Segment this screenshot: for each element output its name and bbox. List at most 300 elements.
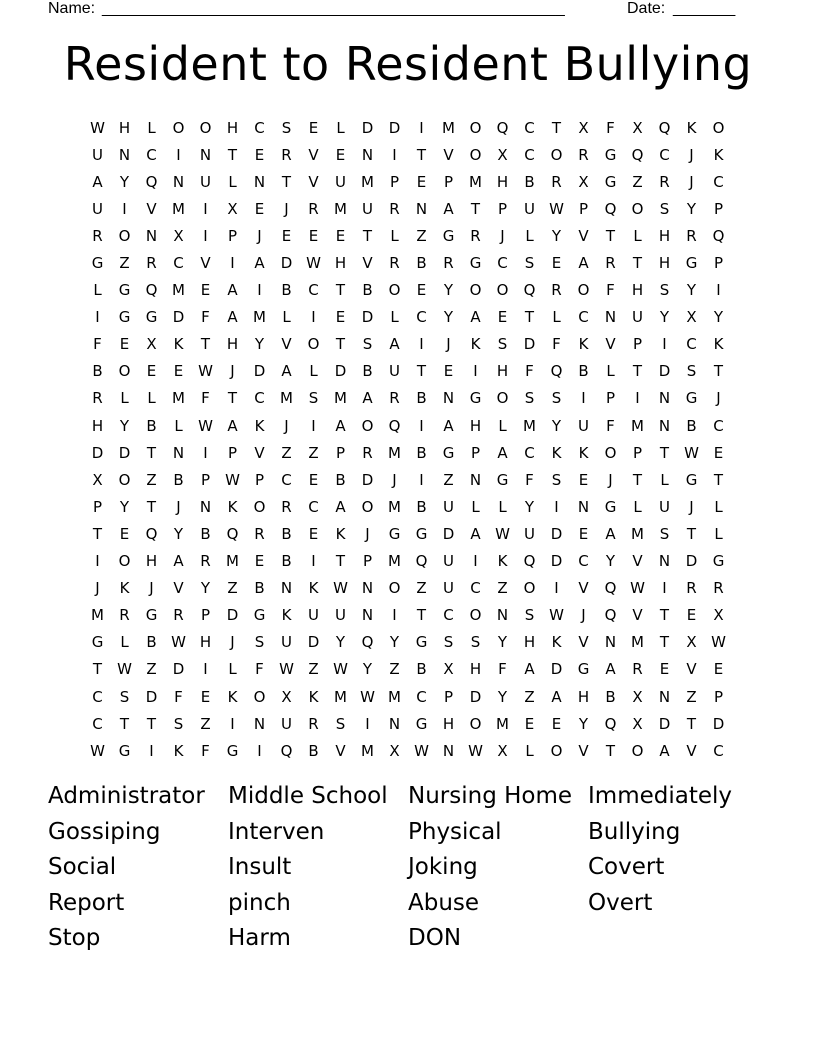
grid-letter[interactable]: G: [577, 660, 590, 679]
grid-letter[interactable]: O: [631, 741, 644, 760]
grid-letter[interactable]: M: [631, 416, 644, 435]
grid-letter[interactable]: W: [333, 660, 348, 679]
grid-letter[interactable]: K: [686, 118, 697, 137]
grid-letter[interactable]: U: [362, 199, 373, 218]
grid-letter[interactable]: R: [173, 606, 184, 625]
grid-letter[interactable]: L: [552, 308, 561, 327]
grid-letter[interactable]: T: [713, 470, 724, 489]
grid-letter[interactable]: T: [686, 524, 697, 543]
grid-letter[interactable]: T: [119, 714, 130, 733]
grid-letter[interactable]: E: [281, 226, 292, 245]
grid-letter[interactable]: Z: [497, 579, 508, 598]
grid-letter[interactable]: Q: [604, 606, 617, 625]
grid-letter[interactable]: N: [280, 579, 293, 598]
grid-letter[interactable]: R: [254, 524, 265, 543]
grid-letter[interactable]: E: [335, 308, 346, 327]
grid-letter[interactable]: P: [200, 470, 211, 489]
grid-letter[interactable]: T: [416, 362, 427, 381]
grid-letter[interactable]: U: [389, 362, 400, 381]
grid-letter[interactable]: Z: [632, 172, 643, 191]
grid-letter[interactable]: A: [335, 416, 346, 435]
grid-letter[interactable]: H: [469, 416, 482, 435]
grid-letter[interactable]: W: [90, 741, 105, 760]
grid-letter[interactable]: G: [685, 470, 698, 489]
grid-letter[interactable]: D: [91, 443, 104, 462]
grid-letter[interactable]: D: [118, 443, 131, 462]
grid-letter[interactable]: O: [253, 497, 266, 516]
grid-letter[interactable]: D: [361, 308, 374, 327]
grid-letter[interactable]: O: [631, 199, 644, 218]
grid-letter[interactable]: O: [118, 362, 131, 381]
grid-letter[interactable]: B: [146, 633, 157, 652]
grid-letter[interactable]: X: [713, 606, 724, 625]
grid-letter[interactable]: O: [118, 226, 131, 245]
grid-letter[interactable]: K: [713, 335, 724, 354]
grid-letter[interactable]: X: [686, 633, 697, 652]
grid-letter[interactable]: K: [551, 443, 562, 462]
grid-letter[interactable]: T: [92, 524, 103, 543]
grid-letter[interactable]: Y: [389, 633, 400, 652]
grid-letter[interactable]: M: [226, 552, 239, 571]
grid-letter[interactable]: G: [118, 308, 131, 327]
grid-letter[interactable]: C: [443, 606, 454, 625]
grid-letter[interactable]: V: [578, 579, 589, 598]
grid-letter[interactable]: A: [227, 416, 238, 435]
grid-letter[interactable]: T: [227, 389, 238, 408]
grid-letter[interactable]: L: [336, 118, 345, 137]
grid-letter[interactable]: S: [308, 389, 319, 408]
grid-letter[interactable]: R: [92, 389, 103, 408]
grid-letter[interactable]: H: [496, 362, 509, 381]
grid-letter[interactable]: G: [118, 741, 131, 760]
grid-letter[interactable]: D: [280, 254, 293, 273]
grid-letter[interactable]: I: [203, 199, 208, 218]
grid-letter[interactable]: Z: [686, 687, 697, 706]
grid-letter[interactable]: N: [658, 389, 671, 408]
grid-letter[interactable]: C: [659, 145, 670, 164]
grid-letter[interactable]: O: [550, 145, 563, 164]
grid-letter[interactable]: C: [308, 281, 319, 300]
grid-letter[interactable]: P: [713, 199, 724, 218]
grid-letter[interactable]: E: [200, 687, 211, 706]
grid-letter[interactable]: V: [686, 660, 697, 679]
grid-letter[interactable]: G: [145, 606, 158, 625]
grid-letter[interactable]: O: [496, 281, 509, 300]
grid-letter[interactable]: H: [226, 335, 239, 354]
grid-letter[interactable]: T: [416, 145, 427, 164]
grid-letter[interactable]: P: [632, 443, 643, 462]
grid-letter[interactable]: C: [254, 118, 265, 137]
grid-letter[interactable]: Q: [658, 118, 671, 137]
grid-letter[interactable]: E: [416, 172, 427, 191]
grid-letter[interactable]: K: [308, 687, 319, 706]
grid-letter[interactable]: M: [523, 416, 536, 435]
grid-letter[interactable]: I: [635, 389, 640, 408]
grid-letter[interactable]: O: [388, 579, 401, 598]
grid-letter[interactable]: C: [497, 254, 508, 273]
grid-letter[interactable]: A: [659, 741, 670, 760]
grid-letter[interactable]: E: [443, 362, 454, 381]
grid-letter[interactable]: A: [92, 172, 103, 191]
grid-letter[interactable]: C: [173, 254, 184, 273]
grid-letter[interactable]: I: [554, 579, 559, 598]
grid-letter[interactable]: U: [443, 552, 454, 571]
grid-letter[interactable]: R: [659, 172, 670, 191]
grid-letter[interactable]: Z: [200, 714, 211, 733]
grid-letter[interactable]: L: [93, 281, 102, 300]
grid-letter[interactable]: B: [416, 389, 427, 408]
grid-letter[interactable]: I: [176, 145, 181, 164]
grid-letter[interactable]: M: [172, 281, 185, 300]
grid-letter[interactable]: Q: [550, 362, 563, 381]
grid-letter[interactable]: D: [442, 524, 455, 543]
grid-letter[interactable]: P: [605, 389, 616, 408]
grid-letter[interactable]: E: [335, 226, 346, 245]
grid-letter[interactable]: S: [659, 281, 670, 300]
grid-letter[interactable]: H: [145, 552, 158, 571]
grid-letter[interactable]: F: [525, 470, 534, 489]
grid-letter[interactable]: I: [230, 254, 235, 273]
grid-letter[interactable]: S: [551, 389, 562, 408]
grid-letter[interactable]: I: [473, 552, 478, 571]
grid-letter[interactable]: R: [200, 552, 211, 571]
grid-letter[interactable]: Z: [524, 687, 535, 706]
grid-letter[interactable]: X: [227, 199, 238, 218]
grid-letter[interactable]: P: [713, 254, 724, 273]
grid-letter[interactable]: W: [117, 660, 132, 679]
grid-letter[interactable]: F: [525, 362, 534, 381]
grid-letter[interactable]: C: [713, 416, 724, 435]
grid-letter[interactable]: K: [119, 579, 130, 598]
grid-letter[interactable]: R: [470, 226, 481, 245]
grid-letter[interactable]: T: [605, 226, 616, 245]
grid-letter[interactable]: U: [443, 579, 454, 598]
grid-letter[interactable]: C: [254, 389, 265, 408]
grid-letter[interactable]: F: [498, 660, 507, 679]
grid-letter[interactable]: R: [686, 226, 697, 245]
grid-letter[interactable]: B: [524, 172, 535, 191]
grid-letter[interactable]: A: [524, 660, 535, 679]
grid-letter[interactable]: N: [199, 145, 212, 164]
grid-letter[interactable]: E: [416, 281, 427, 300]
grid-letter[interactable]: E: [659, 660, 670, 679]
grid-letter[interactable]: V: [173, 579, 184, 598]
grid-letter[interactable]: C: [416, 308, 427, 327]
grid-letter[interactable]: Q: [361, 633, 374, 652]
grid-letter[interactable]: O: [199, 118, 212, 137]
grid-letter[interactable]: P: [227, 226, 238, 245]
grid-letter[interactable]: E: [713, 660, 724, 679]
date-field[interactable]: _______: [673, 0, 736, 17]
grid-letter[interactable]: V: [605, 335, 616, 354]
grid-letter[interactable]: F: [93, 335, 102, 354]
grid-letter[interactable]: O: [469, 714, 482, 733]
grid-letter[interactable]: R: [389, 199, 400, 218]
grid-letter[interactable]: Y: [119, 416, 130, 435]
grid-letter[interactable]: T: [524, 308, 535, 327]
grid-letter[interactable]: H: [496, 172, 509, 191]
grid-letter[interactable]: X: [497, 145, 508, 164]
grid-letter[interactable]: I: [311, 552, 316, 571]
grid-letter[interactable]: T: [659, 606, 670, 625]
grid-letter[interactable]: N: [172, 172, 185, 191]
grid-letter[interactable]: N: [253, 714, 266, 733]
grid-letter[interactable]: U: [281, 714, 292, 733]
grid-letter[interactable]: T: [146, 497, 157, 516]
grid-letter[interactable]: I: [149, 741, 154, 760]
grid-letter[interactable]: D: [658, 714, 671, 733]
grid-letter[interactable]: O: [496, 389, 509, 408]
grid-letter[interactable]: J: [257, 226, 262, 245]
grid-letter[interactable]: E: [308, 470, 319, 489]
grid-letter[interactable]: F: [606, 416, 615, 435]
grid-letter[interactable]: M: [631, 633, 644, 652]
grid-letter[interactable]: C: [281, 470, 292, 489]
grid-letter[interactable]: T: [470, 199, 481, 218]
grid-letter[interactable]: I: [95, 308, 100, 327]
grid-letter[interactable]: A: [497, 443, 508, 462]
grid-letter[interactable]: X: [632, 118, 643, 137]
grid-letter[interactable]: D: [307, 633, 320, 652]
grid-letter[interactable]: Q: [604, 579, 617, 598]
grid-letter[interactable]: J: [392, 470, 397, 489]
grid-letter[interactable]: D: [550, 552, 563, 571]
grid-letter[interactable]: O: [469, 281, 482, 300]
grid-letter[interactable]: M: [172, 389, 185, 408]
grid-letter[interactable]: Y: [443, 308, 454, 327]
grid-letter[interactable]: B: [686, 416, 697, 435]
grid-letter[interactable]: N: [253, 172, 266, 191]
grid-letter[interactable]: D: [334, 362, 347, 381]
grid-letter[interactable]: D: [685, 552, 698, 571]
grid-letter[interactable]: L: [498, 416, 507, 435]
grid-letter[interactable]: Q: [631, 145, 644, 164]
grid-letter[interactable]: C: [578, 308, 589, 327]
grid-letter[interactable]: B: [92, 362, 103, 381]
grid-letter[interactable]: T: [227, 145, 238, 164]
grid-letter[interactable]: V: [308, 145, 319, 164]
grid-letter[interactable]: Q: [712, 226, 725, 245]
grid-letter[interactable]: O: [604, 443, 617, 462]
grid-letter[interactable]: V: [146, 199, 157, 218]
grid-letter[interactable]: I: [662, 335, 667, 354]
grid-letter[interactable]: B: [254, 579, 265, 598]
grid-letter[interactable]: O: [469, 118, 482, 137]
grid-letter[interactable]: T: [146, 443, 157, 462]
grid-letter[interactable]: I: [419, 416, 424, 435]
grid-letter[interactable]: Q: [145, 524, 158, 543]
grid-letter[interactable]: W: [684, 443, 699, 462]
grid-letter[interactable]: J: [446, 335, 451, 354]
grid-letter[interactable]: E: [713, 443, 724, 462]
grid-letter[interactable]: N: [361, 606, 374, 625]
grid-letter[interactable]: X: [92, 470, 103, 489]
grid-letter[interactable]: E: [524, 714, 535, 733]
grid-letter[interactable]: U: [92, 145, 103, 164]
grid-letter[interactable]: U: [92, 199, 103, 218]
grid-letter[interactable]: S: [443, 633, 454, 652]
grid-letter[interactable]: W: [198, 416, 213, 435]
grid-letter[interactable]: C: [92, 687, 103, 706]
grid-letter[interactable]: H: [469, 660, 482, 679]
grid-letter[interactable]: P: [362, 552, 373, 571]
grid-letter[interactable]: Q: [226, 524, 239, 543]
grid-letter[interactable]: T: [632, 362, 643, 381]
grid-letter[interactable]: B: [362, 362, 373, 381]
grid-letter[interactable]: M: [172, 199, 185, 218]
grid-letter[interactable]: Z: [146, 470, 157, 489]
grid-letter[interactable]: L: [660, 470, 669, 489]
grid-letter[interactable]: A: [470, 308, 481, 327]
grid-letter[interactable]: P: [389, 172, 400, 191]
grid-letter[interactable]: D: [253, 362, 266, 381]
grid-letter[interactable]: A: [605, 524, 616, 543]
grid-letter[interactable]: R: [389, 254, 400, 273]
grid-letter[interactable]: M: [496, 714, 509, 733]
grid-letter[interactable]: T: [335, 335, 346, 354]
grid-letter[interactable]: L: [120, 389, 129, 408]
grid-letter[interactable]: Q: [388, 416, 401, 435]
grid-letter[interactable]: E: [551, 254, 562, 273]
grid-letter[interactable]: H: [334, 254, 347, 273]
grid-letter[interactable]: G: [253, 606, 266, 625]
grid-letter[interactable]: Z: [416, 226, 427, 245]
grid-letter[interactable]: N: [658, 552, 671, 571]
grid-letter[interactable]: P: [470, 443, 481, 462]
grid-letter[interactable]: C: [92, 714, 103, 733]
grid-letter[interactable]: T: [146, 714, 157, 733]
grid-letter[interactable]: S: [470, 633, 481, 652]
grid-letter[interactable]: V: [362, 254, 373, 273]
grid-letter[interactable]: V: [281, 335, 292, 354]
grid-letter[interactable]: B: [416, 660, 427, 679]
grid-letter[interactable]: Z: [443, 470, 454, 489]
grid-letter[interactable]: I: [365, 714, 370, 733]
grid-letter[interactable]: H: [658, 254, 671, 273]
grid-letter[interactable]: L: [525, 741, 534, 760]
grid-letter[interactable]: C: [470, 579, 481, 598]
grid-letter[interactable]: W: [171, 633, 186, 652]
grid-letter[interactable]: L: [390, 308, 399, 327]
grid-letter[interactable]: L: [633, 226, 642, 245]
grid-letter[interactable]: I: [257, 741, 262, 760]
grid-letter[interactable]: T: [659, 443, 670, 462]
grid-letter[interactable]: I: [419, 470, 424, 489]
grid-letter[interactable]: E: [254, 145, 265, 164]
grid-letter[interactable]: Y: [497, 633, 508, 652]
grid-letter[interactable]: Y: [173, 524, 184, 543]
grid-letter[interactable]: G: [604, 497, 617, 516]
grid-letter[interactable]: E: [335, 145, 346, 164]
grid-letter[interactable]: X: [443, 660, 454, 679]
grid-letter[interactable]: B: [200, 524, 211, 543]
grid-letter[interactable]: H: [199, 633, 212, 652]
grid-letter[interactable]: A: [227, 308, 238, 327]
grid-letter[interactable]: M: [334, 687, 347, 706]
grid-letter[interactable]: X: [389, 741, 400, 760]
grid-letter[interactable]: G: [685, 389, 698, 408]
grid-letter[interactable]: T: [362, 226, 373, 245]
grid-letter[interactable]: H: [442, 714, 455, 733]
grid-letter[interactable]: M: [361, 172, 374, 191]
grid-letter[interactable]: S: [551, 470, 562, 489]
grid-letter[interactable]: S: [686, 362, 697, 381]
grid-letter[interactable]: B: [362, 281, 373, 300]
grid-letter[interactable]: S: [659, 199, 670, 218]
grid-letter[interactable]: K: [173, 741, 184, 760]
grid-letter[interactable]: Q: [415, 552, 428, 571]
grid-letter[interactable]: X: [146, 335, 157, 354]
grid-letter[interactable]: D: [145, 687, 158, 706]
grid-letter[interactable]: O: [523, 579, 536, 598]
grid-letter[interactable]: D: [469, 687, 482, 706]
grid-letter[interactable]: J: [581, 606, 586, 625]
grid-letter[interactable]: S: [524, 389, 535, 408]
grid-letter[interactable]: S: [659, 524, 670, 543]
grid-letter[interactable]: C: [308, 497, 319, 516]
grid-letter[interactable]: D: [361, 118, 374, 137]
grid-letter[interactable]: O: [172, 118, 185, 137]
grid-letter[interactable]: L: [714, 497, 723, 516]
grid-letter[interactable]: O: [253, 687, 266, 706]
grid-letter[interactable]: W: [360, 687, 375, 706]
grid-letter[interactable]: E: [146, 362, 157, 381]
grid-letter[interactable]: K: [713, 145, 724, 164]
grid-letter[interactable]: C: [713, 741, 724, 760]
grid-letter[interactable]: R: [632, 660, 643, 679]
grid-letter[interactable]: D: [550, 660, 563, 679]
grid-letter[interactable]: Q: [496, 118, 509, 137]
grid-letter[interactable]: U: [308, 606, 319, 625]
grid-letter[interactable]: V: [308, 172, 319, 191]
grid-letter[interactable]: Y: [335, 633, 346, 652]
grid-letter[interactable]: K: [335, 524, 346, 543]
grid-letter[interactable]: T: [281, 172, 292, 191]
grid-letter[interactable]: K: [227, 497, 238, 516]
grid-letter[interactable]: G: [469, 389, 482, 408]
grid-letter[interactable]: U: [632, 308, 643, 327]
grid-letter[interactable]: D: [172, 660, 185, 679]
grid-letter[interactable]: O: [577, 281, 590, 300]
grid-letter[interactable]: D: [658, 362, 671, 381]
grid-letter[interactable]: Q: [523, 552, 536, 571]
grid-letter[interactable]: Z: [416, 579, 427, 598]
grid-letter[interactable]: L: [147, 389, 156, 408]
grid-letter[interactable]: S: [497, 335, 508, 354]
grid-letter[interactable]: K: [551, 633, 562, 652]
grid-letter[interactable]: L: [498, 497, 507, 516]
grid-letter[interactable]: E: [254, 552, 265, 571]
grid-letter[interactable]: R: [281, 497, 292, 516]
grid-letter[interactable]: V: [632, 606, 643, 625]
grid-letter[interactable]: C: [416, 687, 427, 706]
grid-letter[interactable]: C: [578, 552, 589, 571]
grid-letter[interactable]: B: [281, 552, 292, 571]
grid-letter[interactable]: S: [281, 118, 292, 137]
grid-letter[interactable]: C: [146, 145, 157, 164]
grid-letter[interactable]: J: [365, 524, 370, 543]
grid-letter[interactable]: Q: [280, 741, 293, 760]
grid-letter[interactable]: H: [118, 118, 131, 137]
grid-letter[interactable]: K: [281, 606, 292, 625]
grid-letter[interactable]: E: [119, 524, 130, 543]
grid-letter[interactable]: T: [92, 660, 103, 679]
grid-letter[interactable]: N: [361, 145, 374, 164]
grid-letter[interactable]: R: [551, 281, 562, 300]
grid-letter[interactable]: K: [578, 335, 589, 354]
grid-letter[interactable]: K: [173, 335, 184, 354]
grid-letter[interactable]: U: [281, 633, 292, 652]
